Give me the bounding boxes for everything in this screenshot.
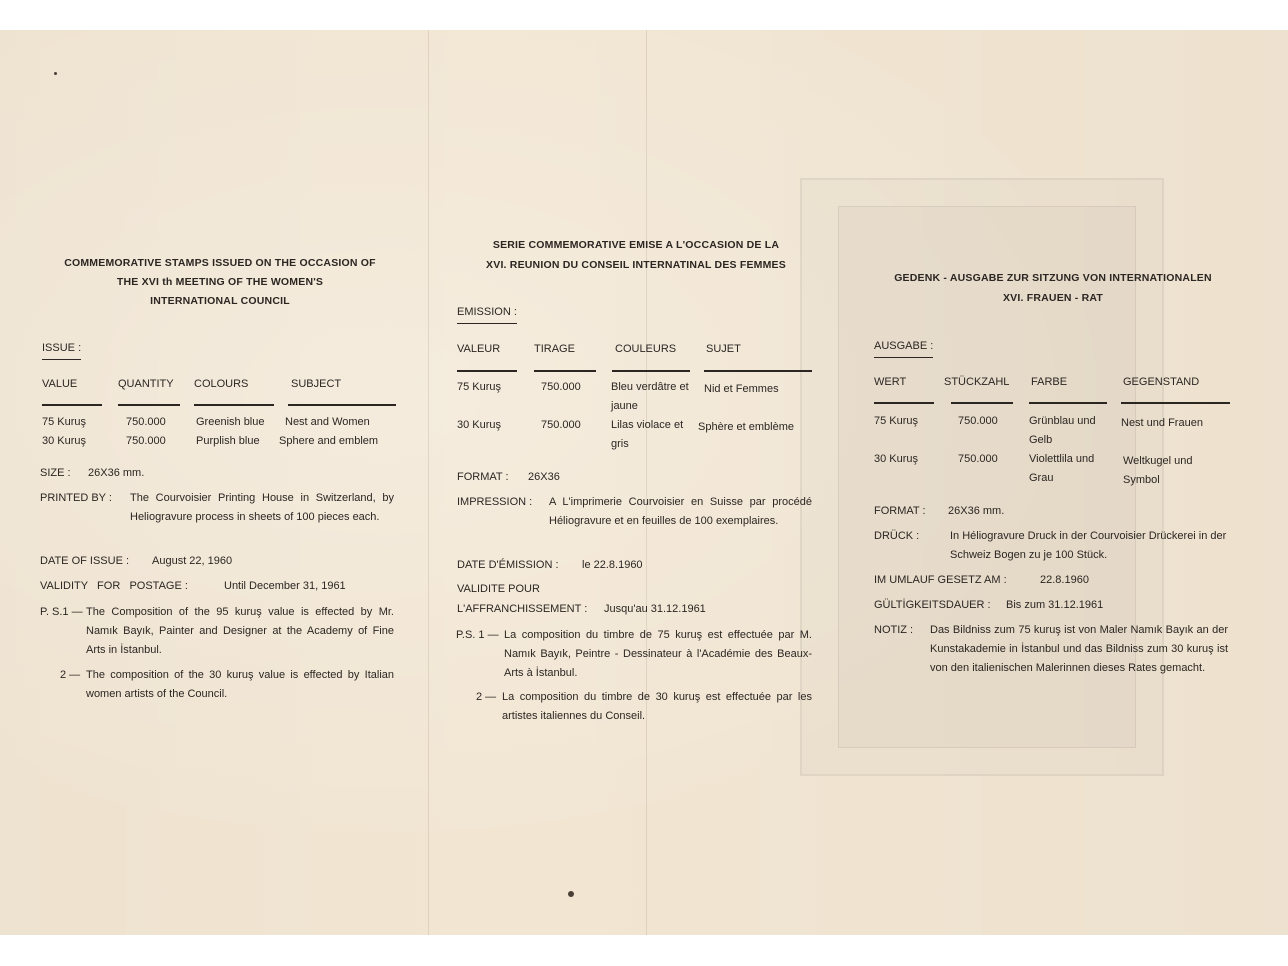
english-date-value: August 22, 1960 (152, 555, 233, 567)
english-col-value: VALUE (42, 378, 78, 390)
german-row-2-subject: Weltkugel und Symbol (1123, 455, 1193, 486)
english-issue-label: ISSUE : (42, 339, 81, 360)
french-ps2-text: La composition du timbre de 30 kuruş est effectuée par les artistes italiennes du Conseil. (502, 691, 812, 722)
german-umlauf-value: 22.8.1960 (1040, 574, 1089, 586)
english-size-value: 26X36 mm. (88, 467, 145, 479)
english-col-quantity: QUANTITY (118, 378, 174, 390)
french-row-1-value: 75 Kuruş (457, 381, 502, 393)
german-rule (951, 402, 1013, 404)
english-ps2-label: 2 — (60, 669, 81, 681)
german-title-line-1: GEDENK - AUSGABE ZUR SITZUNG VON INTERNATIONALEN (894, 272, 1212, 284)
english-title-line-3: INTERNATIONAL COUNCIL (150, 295, 290, 307)
english-col-subject: SUBJECT (291, 378, 342, 390)
english-row-2-quantity: 750.000 (126, 435, 166, 447)
german-col-wert: WERT (874, 376, 907, 388)
english-date-label: DATE OF ISSUE : (40, 555, 130, 567)
french-rule (534, 370, 596, 372)
english-ps1-text: The Composition of the 95 kuruş value is effected by Mr. Namık Bayık, Painter and Designer at the Academy of Fine Arts in İstanbul. (86, 606, 394, 656)
french-date-value: le 22.8.1960 (582, 559, 643, 571)
english-rule (42, 404, 102, 406)
german-rule (1121, 402, 1230, 404)
french-impression-label: IMPRESSION : (457, 496, 533, 508)
french-col-couleurs: COULEURS (615, 343, 677, 355)
french-title-line-2: XVI. REUNION DU CONSEIL INTERNATINAL DES FEMMES (486, 259, 786, 271)
german-title-line-2: XVI. FRAUEN - RAT (1002, 292, 1104, 304)
english-title-line-2: THE XVI th MEETING OF THE WOMEN'S (116, 276, 324, 288)
french-row-1-subject: Nid et Femmes (704, 383, 779, 395)
english-ps1-label: P. S.1 — (40, 606, 83, 618)
french-emission-label: EMISSION : (457, 303, 517, 324)
english-rule (288, 404, 396, 406)
french-date-label: DATE D'ÉMISSION : (457, 559, 559, 571)
french-rule (704, 370, 812, 372)
english-rule (194, 404, 274, 406)
fold-line-left (428, 30, 429, 935)
german-row-1-value: 75 Kuruş (874, 415, 919, 427)
english-printed-label: PRINTED BY : (40, 492, 112, 504)
french-col-sujet: SUJET (706, 343, 741, 355)
french-rule (612, 370, 690, 372)
german-umlauf-label: IM UMLAUF GESETZ AM : (874, 574, 1007, 586)
french-affranchissement-value: Jusqu'au 31.12.1961 (604, 603, 706, 615)
french-row-2-colour: Lilas violace et gris (611, 419, 684, 450)
english-row-1-colour: Greenish blue (196, 416, 265, 428)
french-affranchissement-label: L'AFFRANCHISSEMENT : (457, 603, 588, 615)
german-rule (1029, 402, 1107, 404)
german-format-value: 26X36 mm. (948, 505, 1005, 517)
english-row-2-colour: Purplish blue (196, 435, 260, 447)
german-druck-label: DRÜCK : (874, 530, 920, 542)
fold-line-center (646, 30, 647, 935)
english-title-line-1: COMMEMORATIVE STAMPS ISSUED ON THE OCCASION OF (64, 257, 376, 269)
german-col-stueckzahl: STÜCKZAHL (944, 376, 1010, 388)
french-format-value: 26X36 (528, 471, 560, 483)
german-col-farbe: FARBE (1031, 376, 1068, 388)
french-ps1-label: P.S. 1 — (456, 629, 499, 641)
french-col-tirage: TIRAGE (534, 343, 575, 355)
german-notiz-text: Das Bildniss zum 75 kuruş ist von Maler Namık Bayık an der Kunstakademie in İstanbul und das Bildniss zum 30 kuruş ist von den italienischen Malerinnen dieses Rates gemacht. (930, 624, 1228, 674)
german-row-1-colour: Grünblau und Gelb (1029, 415, 1096, 446)
german-druck-value: In Héliogravure Druck in der Courvoisier Drückerei in der Schweiz Bogen zu je 100 Stück. (950, 530, 1227, 561)
english-row-2-value: 30 Kuruş (42, 435, 87, 447)
english-validity-label: VALIDITY FOR POSTAGE : (40, 580, 188, 592)
bleed-through-title (430, 168, 790, 202)
english-col-colours: COLOURS (194, 378, 249, 390)
german-rule (874, 402, 934, 404)
german-row-1-subject: Nest und Frauen (1121, 417, 1203, 429)
french-row-2-quantity: 750.000 (541, 419, 581, 431)
english-row-2-subject: Sphere and emblem (279, 435, 379, 447)
speck (54, 72, 57, 75)
french-row-2-subject: Sphère et emblème (698, 421, 794, 433)
english-validity-value: Until December 31, 1961 (224, 580, 346, 592)
german-row-2-colour: Violettlila und Grau (1029, 453, 1095, 484)
french-format-label: FORMAT : (457, 471, 509, 483)
english-size-label: SIZE : (40, 467, 71, 479)
german-gueltigkeit-label: GÜLTİGKEITSDAUER : (874, 599, 991, 611)
english-row-1-value: 75 Kuruş (42, 416, 87, 428)
german-row-2-value: 30 Kuruş (874, 453, 919, 465)
german-notiz-label: NOTIZ : (874, 624, 914, 636)
english-printed-value: The Courvoisier Printing House in Switzerland, by Heliogravure process in sheets of 100 pieces each. (130, 492, 394, 523)
french-row-1-quantity: 750.000 (541, 381, 581, 393)
english-ps2-text: The composition of the 30 kuruş value is effected by Italian women artists of the Council. (86, 669, 394, 700)
german-ausgabe-label: AUSGABE : (874, 337, 933, 358)
french-rule (457, 370, 517, 372)
french-row-2-value: 30 Kuruş (457, 419, 502, 431)
french-row-1-colour: Bleu verdâtre et jaune (611, 381, 689, 412)
french-impression-value: A L'imprimerie Courvoisier en Suisse par procédé Héliogravure et en feuilles de 100 exemplaires. (549, 496, 812, 527)
speck (568, 891, 574, 897)
german-col-gegenstand: GEGENSTAND (1123, 376, 1200, 388)
french-title-line-1: SERIE COMMEMORATIVE EMISE A L'OCCASION DE LA (492, 239, 780, 251)
german-row-2-quantity: 750.000 (958, 453, 998, 465)
french-ps2-label: 2 — (476, 691, 497, 703)
english-row-1-subject: Nest and Women (285, 416, 370, 428)
german-row-1-quantity: 750.000 (958, 415, 998, 427)
french-col-valeur: VALEUR (457, 343, 501, 355)
english-rule (118, 404, 180, 406)
german-gueltigkeit-value: Bis zum 31.12.1961 (1006, 599, 1104, 611)
french-ps1-text: La composition du timbre de 75 kuruş est effectuée par M. Namık Bayık, Peintre - Dessinateur à l'Académie des Beaux- Arts à İstanbul. (504, 629, 812, 679)
english-row-1-quantity: 750.000 (126, 416, 166, 428)
german-format-label: FORMAT : (874, 505, 926, 517)
french-validite-label: VALIDITE POUR (457, 583, 540, 595)
